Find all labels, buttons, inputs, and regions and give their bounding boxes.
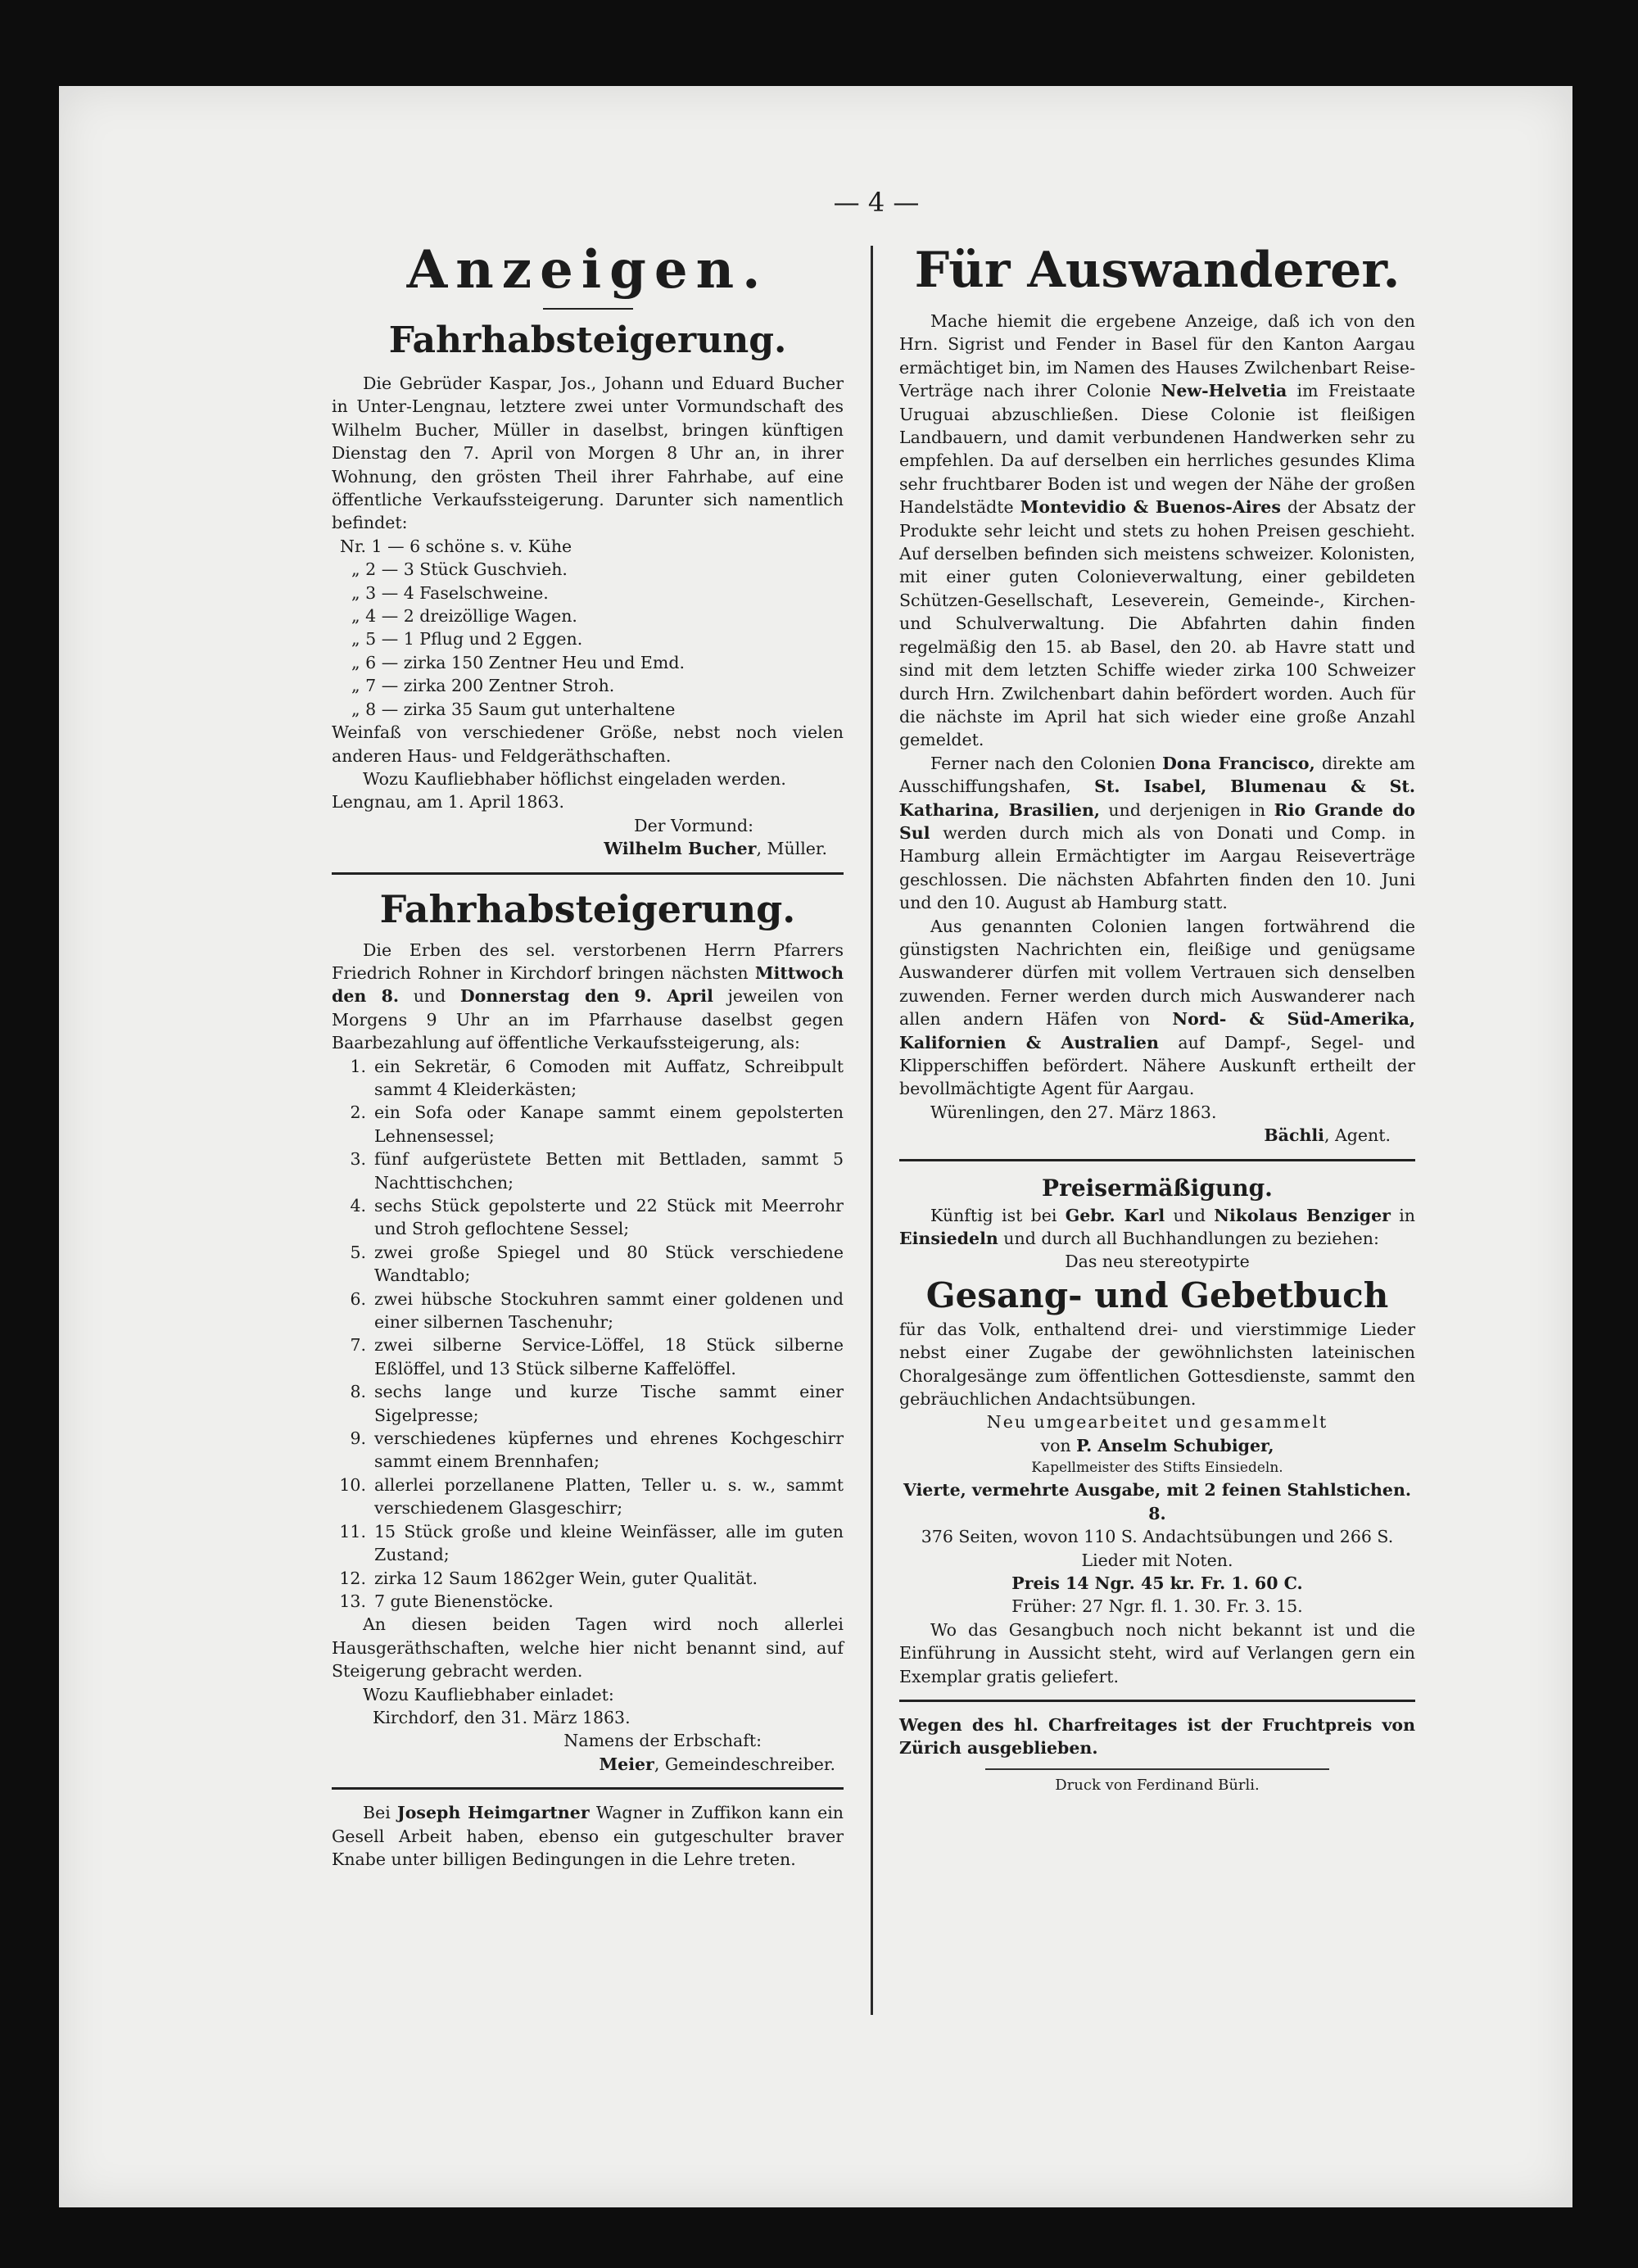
ad1-title: Fahrhabsteigerung.	[388, 319, 787, 361]
ad2-date-2: Donnerstag den 9. April	[459, 986, 713, 1007]
book-author-line	[899, 1434, 1415, 1457]
emigrants-signature	[899, 1124, 1415, 1147]
book-closing: Wo das Gesangbuch noch nicht bekannt ist und die Einführung in Aussicht steht, wird auf Verlangen gern ein Exemplar gratis geliefert.	[899, 1619, 1415, 1686]
lot-number: 7.	[350, 1335, 366, 1356]
emigrants-p3-a: Aus genannten Colonien langen fortwährend die günstigsten Nachrichten ein, fleißige und genügsame Auswanderer dürfen mit vollem Vertrauen sich denselben zuwenden. Ferner werden durch mich Auswanderer nach allen andern Häfen von	[899, 916, 1415, 1030]
price-reduction-title: Preisermäßigung.	[1042, 1174, 1273, 1202]
book-description: für das Volk, enthaltend drei- und vierstimmige Lieder nebst einer Zugabe der gewöhnlichsten lateinischen Choralgesänge zum öffentlichen Gottesdienste, sammt den gebräuchlichen Andachtsübungen.	[899, 1319, 1415, 1410]
lot-number: 2.	[350, 1102, 366, 1123]
list-item: „ 4 — 2 dreizöllige Wagen.	[351, 606, 577, 627]
ad-separator	[899, 1159, 1415, 1161]
list-item	[332, 1288, 844, 1334]
emigrants-p1-c: im Freistaate Uruguai abzuschließen. Diese Colonie ist fleißigen Landbauern, und damit verbundenen Handwerken sehr zu empfehlen. Da auf derselben ein herrliches gesundes Klima sehr fruchtbarer Boden ist und wegen der Nähe der großen Handelstädte	[899, 381, 1416, 518]
emigrants-p2-c: direkte am Ausschiffungshafen,	[899, 753, 1415, 797]
emigrants-p2-g: werden durch mich als von Donati und Comp. in Hamburg allein Ermächtigter im Aargau Reiseverträge geschlossen. Die nächsten Abfahrten finden den 10. Juni und den 10. August ab Hamburg statt.	[899, 822, 1415, 913]
lot-number: 8.	[350, 1382, 366, 1402]
intro-e: in	[1390, 1205, 1415, 1225]
footer-rule	[985, 1768, 1329, 1770]
printer-line: Druck von Ferdinand Bürli.	[1055, 1776, 1260, 1794]
emigrants-title: Für Auswanderer.	[914, 242, 1400, 299]
lot-text: sechs lange und kurze Tische sammt einer Sigelpresse;	[374, 1382, 844, 1425]
ad3-name: Joseph Heimgartner	[397, 1803, 590, 1823]
ad3-text-a: Bei	[363, 1803, 398, 1823]
emigrants-p1	[899, 310, 1415, 752]
lot-number: 11.	[339, 1521, 366, 1541]
list-item: „ 8 — zirka 35 Saum gut unterhaltene	[351, 699, 676, 719]
book-former-price: Früher: 27 Ngr. fl. 1. 30. Fr. 3. 15.	[1011, 1596, 1303, 1617]
colony-brasilien: St. Isabel, Blumenau & St. Katharina, Brasilien,	[899, 776, 1416, 820]
lot-text: allerlei porzellanene Platten, Teller u. s. w., sammt verschiedenem Glasgeschirr;	[374, 1474, 844, 1519]
emigrants-p1-a: Mache hiemit die ergebene Anzeige, daß ich von den Hrn. Sigrist und Fender in Basel für den Kanton Aargau ermächtiget bin, im Namen des Hauses Zwilchenbart Reise-Verträge nach ihrer Colonie	[899, 311, 1415, 401]
list-item	[332, 1427, 844, 1474]
emigrants-p3	[899, 915, 1415, 1101]
ad1-intro: Die Gebrüder Kaspar, Jos., Johann und Eduard Bucher in Unter-Lengnau, letztere zwei unter Vormundschaft des Wilhelm Bucher, Müller in daselbst, bringen künftigen Dienstag den 7. April von Morgen 8 Uhr an, in ihrer Wohnung, den grösten Theil ihrer Fahrhabe, auf eine öffentliche Verkaufssteigerung. Darunter sich namentlich befindet:	[332, 373, 844, 533]
ad2-invite: Wozu Kaufliebhaber einladet:	[363, 1684, 614, 1704]
ad2-place-date: Kirchdorf, den 31. März 1863.	[373, 1707, 631, 1727]
notice: Wegen des hl. Charfreitages ist der Fruchtpreis von Zürich ausgeblieben.	[899, 1714, 1415, 1759]
list-item: „ 5 — 1 Pflug und 2 Eggen.	[351, 629, 583, 650]
ad1-invite: Wozu Kaufliebhaber höflichst eingeladen werden.	[363, 768, 786, 789]
lot-text: 7 gute Bienenstöcke.	[374, 1591, 554, 1611]
list-item	[332, 1590, 844, 1613]
book-price: Preis 14 Ngr. 45 kr. Fr. 1. 60 C.	[1011, 1573, 1303, 1593]
ad2-intro-c: jeweilen von Morgens 9 Uhr an im Pfarrhause daselbst gegen Baarbezahlung auf öffentliche Verkaufssteigerung, als:	[332, 986, 844, 1053]
publisher-place: Einsiedeln	[899, 1229, 998, 1249]
book-edited: Neu umgearbeitet und gesammelt	[986, 1412, 1328, 1433]
ad2-title: Fahrhabsteigerung.	[379, 886, 796, 931]
intro-g: und durch all Buchhandlungen zu beziehen:	[998, 1229, 1379, 1249]
lot-text: zirka 12 Saum 1862ger Wein, guter Qualität.	[374, 1568, 758, 1588]
ad2-intro-a: Die Erben des sel. verstorbenen Herrn Pfarrers Friedrich Rohner in Kirchdorf bringen nächsten	[332, 939, 844, 983]
list-item: Nr. 1 — 6 schöne s. v. Kühe	[340, 536, 572, 556]
lot-number: 10.	[339, 1474, 366, 1495]
ad1-signature-name: Wilhelm Bucher	[604, 839, 757, 859]
price-reduction-intro	[899, 1204, 1415, 1251]
author-role: Kapellmeister des Stifts Einsiedeln.	[1031, 1460, 1283, 1477]
ad-separator	[332, 872, 844, 875]
ad2-intro-mid: und	[399, 986, 460, 1007]
lot-number: 6.	[350, 1288, 366, 1309]
list-item	[332, 1380, 844, 1427]
lot-number: 12.	[339, 1568, 366, 1588]
list-item	[332, 1148, 844, 1194]
list-item: „ 6 — zirka 150 Zentner Heu und Emd.	[351, 652, 685, 672]
ad1-items-continued: Weinfaß von verschiedener Größe, nebst noch vielen anderen Haus- und Feldgeräthschaften.	[332, 722, 844, 766]
section-header: Anzeigen.	[406, 239, 769, 301]
ad2-signature-name: Meier	[599, 1754, 654, 1774]
list-item	[332, 1194, 844, 1241]
book-title: Gesang- und Gebetbuch	[925, 1274, 1389, 1315]
emigrants-p1-e: der Absatz der Produkte sehr leicht und stets zu hohen Preisen geschieht. Auf derselben befinden sich meistens schweizer. Kolonisten, mit einer guten Colonieverwaltung, einer gebildeten Schützen-Gesellschaft, Leseverein, Gemeinde-, Kirchen- und Schulverwaltung. Die Abfahrten dahin finden regelmäßig den 15. ab Basel, den 20. ab Havre statt und sind mit dem letzten Schiffe wieder zirka 100 Schweizer durch Hrn. Zwilchenbart dahin befördert worden. Auch für die nächste im April hat sich wieder eine große Anzahl gemeldet.	[899, 497, 1415, 750]
book-edition: Vierte, vermehrte Ausgabe, mit 2 feinen Stahlstichen. 8.	[903, 1480, 1412, 1523]
lot-number: 5.	[350, 1242, 366, 1262]
column-divider	[871, 246, 873, 2015]
emigrants-place-date: Würenlingen, den 27. März 1863.	[930, 1102, 1217, 1122]
header-underline	[543, 308, 633, 310]
list-item	[332, 1520, 844, 1567]
list-item	[332, 1474, 844, 1520]
ad2-signature	[332, 1753, 844, 1776]
ad1-place-date: Lengnau, am 1. April 1863.	[332, 792, 565, 813]
lot-text: zwei hübsche Stockuhren sammt einer goldenen und einer silbernen Taschenuhr;	[374, 1288, 844, 1333]
emigrants-signature-suffix: , Agent.	[1324, 1125, 1391, 1146]
lot-text: fünf aufgerüstete Betten mit Bettladen, sammt 5 Nachttischchen;	[374, 1149, 844, 1193]
publisher-1: Gebr. Karl	[1065, 1205, 1165, 1225]
lot-number: 1.	[350, 1056, 366, 1076]
lot-text: sechs Stück gepolsterte und 22 Stück mit Meerrohr und Stroh geflochtene Sessel;	[374, 1196, 844, 1239]
ad1-signature	[332, 837, 844, 860]
right-column	[899, 238, 1415, 1796]
book-pages: 376 Seiten, wovon 110 S. Andachtsübungen und 266 S. Lieder mit Noten.	[921, 1527, 1394, 1570]
lot-text: ein Sofa oder Kanape sammt einem gepolsterten Lehnensessel;	[374, 1102, 844, 1146]
ad2-signature-suffix: , Gemeindeschreiber.	[654, 1754, 835, 1774]
book-subtitle: Das neu stereotypirte	[1065, 1252, 1250, 1272]
list-item	[332, 1333, 844, 1380]
lot-number: 3.	[350, 1149, 366, 1170]
list-item	[332, 1241, 844, 1288]
ad3-text	[332, 1801, 844, 1871]
destinations: Nord- & Süd-Amerika, Kalifornien & Australien	[899, 1009, 1415, 1053]
ad1-signature-suffix: , Müller.	[756, 839, 827, 859]
emigrants-p2-a: Ferner nach den Colonien	[930, 753, 1163, 773]
ad3-text-b: Wagner in Zuffikon kann ein Gesell Arbeit haben, ebenso ein gutgeschulter braver Knabe unter billigen Bedingungen in die Lehre treten.	[332, 1803, 844, 1869]
lot-text: zwei silberne Service-Löffel, 18 Stück silberne Eßlöffel, und 13 Stück silberne Kaffelöffel.	[374, 1335, 844, 1378]
ad2-date-1: Mittwoch den 8.	[332, 962, 844, 1007]
lot-number: 4.	[350, 1196, 366, 1215]
emigrants-p3-c: auf Dampf-, Segel- und Klipperschiffen befördert. Nähere Auskunft ertheilt der bevollmächtigte Agent für Aargau.	[899, 1032, 1415, 1099]
left-column	[332, 238, 844, 1871]
lot-number: 9.	[350, 1428, 366, 1449]
list-item	[332, 1101, 844, 1148]
author-pre: von	[1040, 1435, 1077, 1455]
emigrants-signature-name: Bächli	[1264, 1125, 1324, 1146]
ad-separator	[332, 1787, 844, 1790]
lot-text: 15 Stück große und kleine Weinfässer, alle im guten Zustand;	[374, 1521, 844, 1565]
ad2-intro	[332, 939, 844, 1055]
ad2-signature-role: Namens der Erbschaft:	[563, 1731, 762, 1751]
lot-text: ein Sekretär, 6 Comoden mit Auffatz, Schreibpult sammt 4 Kleiderkästen;	[374, 1056, 844, 1099]
colony-dona-francisco: Dona Francisco,	[1162, 753, 1315, 773]
colony-name: New-Helvetia	[1161, 381, 1287, 401]
intro-a: Künftig ist bei	[930, 1205, 1066, 1225]
ad1-items	[332, 535, 844, 721]
ad-separator	[899, 1700, 1415, 1702]
ad2-note: An diesen beiden Tagen wird noch allerlei Hausgeräthschaften, welche hier nicht benannt sind, auf Steigerung gebracht werden.	[332, 1614, 844, 1682]
list-item	[332, 1567, 844, 1590]
list-item	[332, 1055, 844, 1102]
book-author: P. Anselm Schubiger,	[1076, 1435, 1274, 1455]
ad2-lots	[332, 1055, 844, 1614]
publisher-2: Nikolaus Benziger	[1214, 1205, 1391, 1225]
page-number: — 4 —	[833, 187, 920, 218]
lot-text: zwei große Spiegel und 80 Stück verschiedene Wandtablo;	[374, 1242, 844, 1286]
colony-rio-grande: Rio Grande do Sul	[899, 799, 1415, 843]
list-item: „ 2 — 3 Stück Guschvieh.	[351, 559, 568, 580]
lot-text: verschiedenes küpfernes und ehrenes Kochgeschirr sammt einem Brennhafen;	[374, 1428, 844, 1472]
ad1-signature-role: Der Vormund:	[634, 815, 753, 835]
cities-name: Montevidio & Buenos-Aires	[1020, 497, 1281, 518]
list-item: „ 7 — zirka 200 Zentner Stroh.	[351, 676, 615, 696]
lot-number: 13.	[339, 1591, 366, 1611]
intro-c: und	[1165, 1205, 1215, 1225]
emigrants-p2	[899, 752, 1415, 915]
emigrants-p2-e: und derjenigen in	[1100, 799, 1274, 820]
list-item: „ 3 — 4 Faselschweine.	[351, 582, 549, 603]
